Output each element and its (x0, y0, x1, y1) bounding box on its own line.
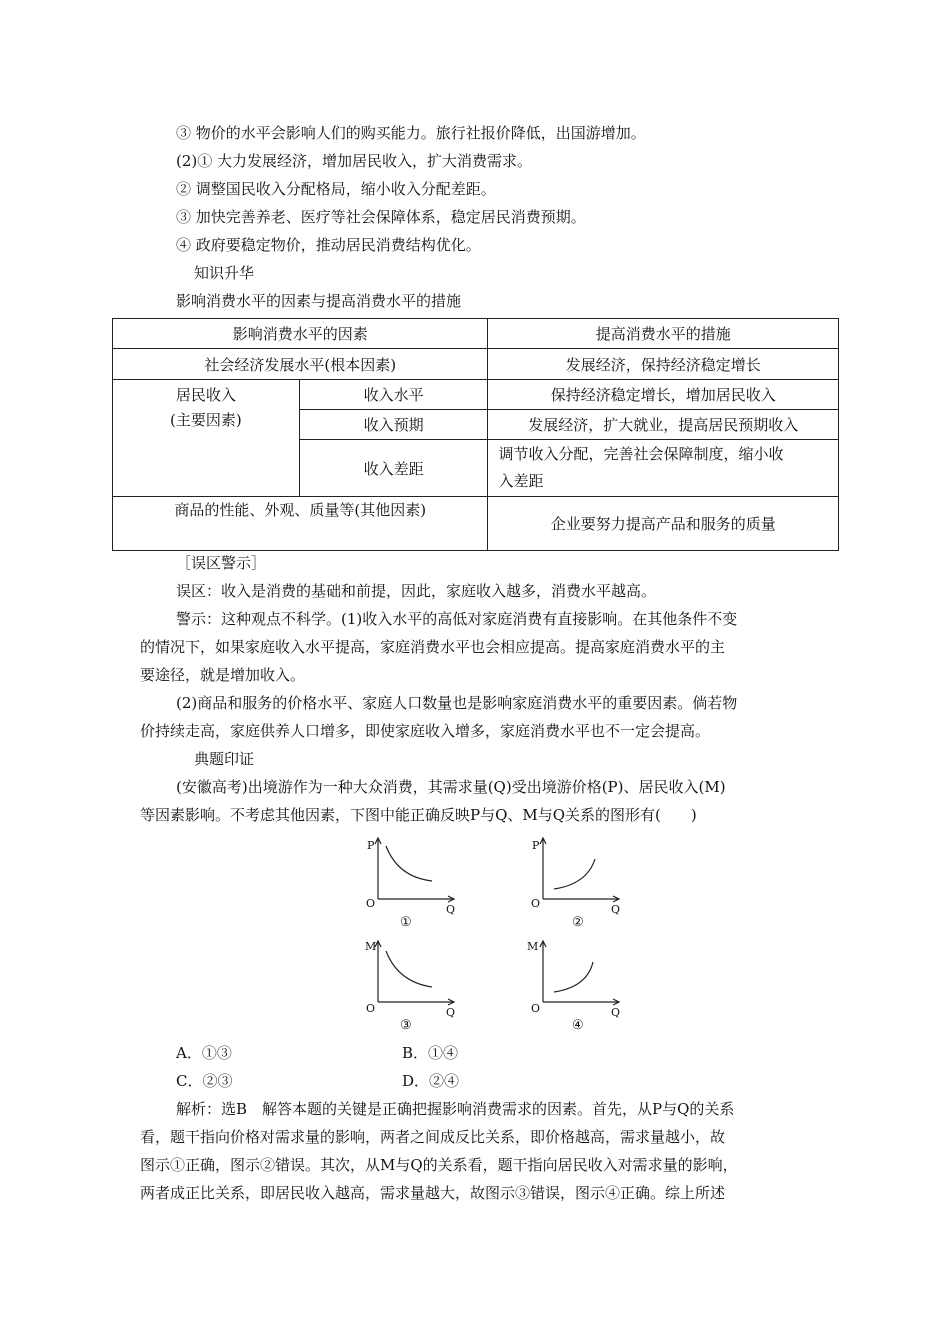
option-b: B．①④ (402, 1044, 459, 1062)
increasing-curve (554, 859, 595, 889)
analysis-line: 两者成正比关系，即居民收入越高，需求量越大，故图示③错误，图示④正确。综上所述 (140, 1184, 726, 1202)
decreasing-curve (386, 951, 432, 987)
income-group-label: 居民收入 (175, 386, 236, 404)
table-cell-factor: 商品的性能、外观、质量等(其他因素) (113, 497, 488, 551)
warning-line: 要途径，就是增加收入。 (140, 666, 306, 684)
section-heading-knowledge: 知识升华 (194, 264, 255, 282)
x-axis-label: Q (446, 1006, 456, 1019)
analysis-line: 解析：选B 解答本题的关键是正确把握影响消费需求的因素。首先，从P与Q的关系 (176, 1100, 735, 1118)
x-axis-label: Q (446, 903, 456, 916)
warning-line: 的情况下，如果家庭收入水平提高，家庭消费水平也会相应提高。提高家庭消费水平的主 (140, 638, 726, 656)
measure-line: 入差距 (498, 472, 544, 490)
x-axis-label: Q (611, 903, 621, 916)
origin-label: O (366, 897, 376, 910)
table-cell-measure: 发展经济，保持经济稳定增长 (488, 349, 839, 380)
y-axis-label: P (367, 839, 375, 852)
section-heading-example: 典题印证 (194, 750, 255, 768)
table-cell-subfactor: 收入预期 (299, 410, 488, 440)
y-axis-label: M (365, 940, 377, 953)
table-row (113, 349, 839, 380)
graph-caption: ② (572, 915, 584, 930)
analysis-line: 图示①正确，图示②错误。其次，从M与Q的关系看，题干指向居民收入对需求量的影响， (140, 1156, 738, 1174)
table-header-right: 提高消费水平的措施 (488, 319, 839, 349)
option-c: C．②③ (176, 1072, 233, 1090)
answer-line-3: ② 调整国民收入分配格局，缩小收入分配差距。 (176, 180, 496, 198)
answer-line-5: ④ 政府要稳定物价，推动居民消费结构优化。 (176, 236, 481, 254)
measure-line: 调节收入分配，完善社会保障制度，缩小收 (498, 445, 784, 463)
warning-line: (2)商品和服务的价格水平、家庭人口数量也是影响家庭消费水平的重要因素。倘若物 (176, 694, 738, 712)
y-axis-label: P (532, 839, 540, 852)
increasing-curve (554, 962, 593, 992)
origin-label: O (531, 897, 541, 910)
knowledge-table (112, 318, 839, 551)
table-cell-factor: 社会经济发展水平(根本因素) (113, 349, 488, 380)
table-cell-measure: 发展经济，扩大就业，提高居民预期收入 (488, 410, 839, 440)
analysis-line: 看，题干指向价格对需求量的影响，两者之间成反比关系，即价格越高，需求量越小，故 (140, 1128, 726, 1146)
income-group-note: (主要因素) (170, 411, 242, 429)
origin-label: O (531, 1002, 541, 1015)
table-row (113, 380, 839, 410)
graph-4 (527, 935, 627, 1035)
graph-caption: ① (400, 915, 412, 930)
graph-3 (360, 935, 460, 1035)
option-a: A．①③ (176, 1044, 232, 1062)
warning-line: 价持续走高，家庭供养人口增多，即使家庭收入增多，家庭消费水平也不一定会提高。 (140, 722, 711, 740)
y-axis-label: M (527, 940, 539, 953)
table-cell-measure (488, 440, 839, 497)
table-header-row (113, 319, 839, 349)
x-axis-label: Q (611, 1006, 621, 1019)
table-title: 影响消费水平的因素与提高消费水平的措施 (176, 292, 462, 310)
table-row (113, 497, 839, 551)
option-d: D．②④ (402, 1072, 460, 1090)
origin-label: O (366, 1002, 376, 1015)
question-line: 等因素影响。不考虑其他因素，下图中能正确反映P与Q、M与Q关系的图形有( ) (140, 806, 697, 824)
table-cell-measure: 企业要努力提高产品和服务的质量 (488, 497, 839, 551)
table-cell-subfactor: 收入差距 (299, 440, 488, 497)
graph-2 (527, 832, 627, 932)
warning-line: 误区：收入是消费的基础和前提，因此，家庭收入越多，消费水平越高。 (176, 582, 657, 600)
graph-caption: ③ (400, 1018, 412, 1033)
graph-caption: ④ (572, 1018, 584, 1033)
table-header-left: 影响消费水平的因素 (113, 319, 488, 349)
warning-line: 警示：这种观点不科学。(1)收入水平的高低对家庭消费有直接影响。在其他条件不变 (176, 610, 738, 628)
table-cell-measure: 保持经济稳定增长，增加居民收入 (488, 380, 839, 410)
decreasing-curve (386, 846, 432, 881)
answer-line-2: (2)① 大力发展经济，增加居民收入，扩大消费需求。 (176, 152, 533, 170)
graph-1 (360, 832, 460, 932)
table-cell-subfactor: 收入水平 (299, 380, 488, 410)
answer-line-4: ③ 加快完善养老、医疗等社会保障体系，稳定居民消费预期。 (176, 208, 586, 226)
warning-heading: ［误区警示］ (176, 554, 267, 572)
answer-line-1: ③ 物价的水平会影响人们的购买能力。旅行社报价降低，出国游增加。 (176, 124, 646, 142)
question-line: (安徽高考)出境游作为一种大众消费，其需求量(Q)受出境游价格(P)、居民收入(M) (176, 778, 726, 796)
table-cell-income-group (113, 380, 300, 497)
